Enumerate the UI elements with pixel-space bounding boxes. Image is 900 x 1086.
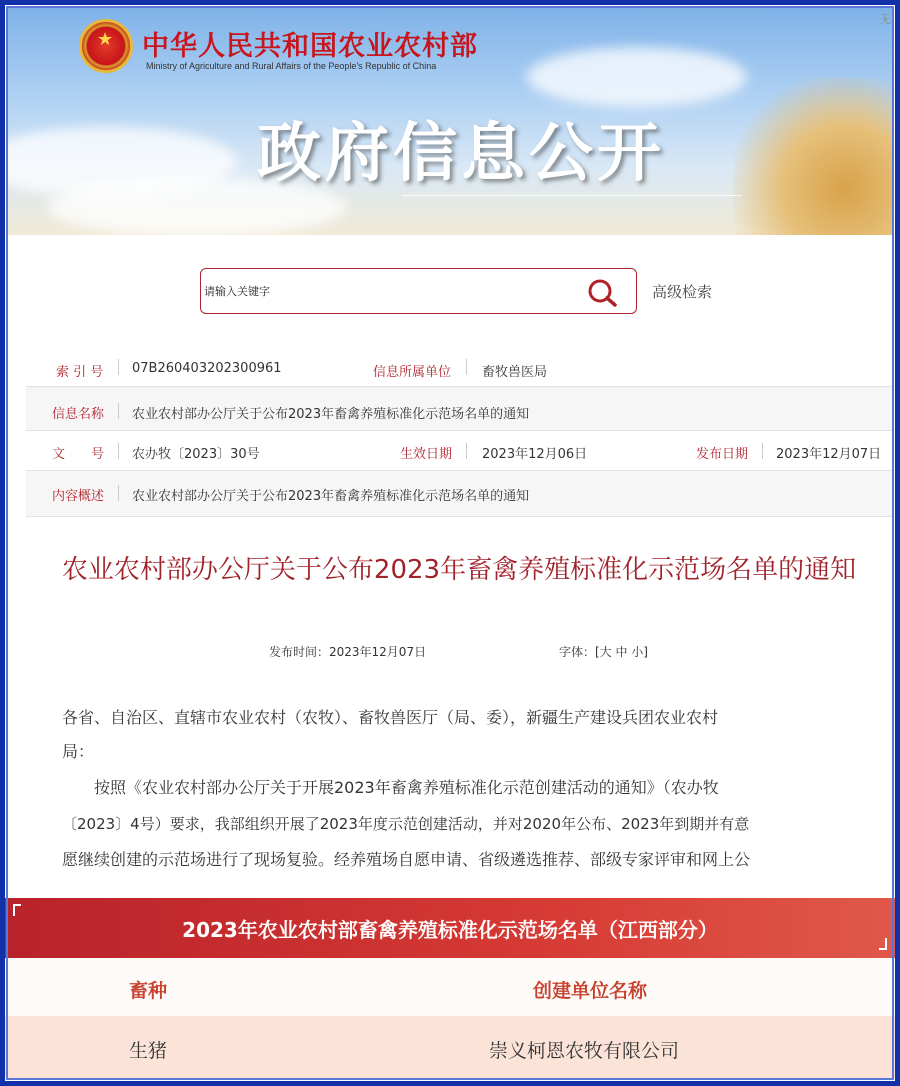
info-table [26, 347, 892, 517]
article-title: 农业农村部办公厅关于公布2023年畜禽养殖标准化示范场名单的通知 [61, 555, 857, 585]
info-row-name [26, 391, 892, 431]
title-underline [402, 195, 742, 196]
ministry-name-en: Ministry of Agriculture and Rural Affairs of the People's Republic of China [146, 61, 437, 71]
summary-value: 农业农村部办公厅关于公布2023年畜禽养殖标准化示范场名单的通知 [132, 489, 530, 504]
search-icon[interactable] [585, 277, 621, 309]
article [26, 538, 892, 883]
paragraph-line: 按照《农业农村部办公厅关于开展2023年畜禽养殖标准化示范创建活动的通知》（农办牧 [62, 778, 719, 797]
list-header-row [5, 958, 895, 1016]
search-box [200, 268, 637, 314]
summary-label: 内容概述 [52, 489, 105, 504]
doc-label: 文 号 [52, 447, 105, 462]
dept-label: 信息所属单位 [373, 365, 452, 380]
ministry-name-cn[interactable]: 中华人民共和国农业农村部 [142, 31, 478, 62]
index-value: 07B260403202300961 [132, 361, 282, 376]
info-row-doc [26, 431, 892, 471]
paragraph-line: 局： [62, 742, 95, 761]
effective-label: 生效日期 [400, 447, 453, 462]
publish-time: 发布时间：2023年12月07日 [269, 645, 427, 659]
publish-value: 2023年12月07日 [776, 447, 882, 462]
corner-text: 无 [880, 13, 891, 26]
doc-value: 农办牧〔2023〕30号 [132, 447, 260, 462]
site-header [7, 7, 893, 235]
paragraph-line: 〔2023〕4号）要求，我部组织开展了2023年度示范创建活动，并对2020年公布、2023年到期并有意 [62, 815, 750, 833]
table-row [5, 1016, 895, 1078]
effective-value: 2023年12月06日 [482, 447, 588, 462]
national-emblem-icon: ★ [79, 19, 133, 73]
font-size-switcher[interactable]: 字体：[大 中 小] [559, 645, 648, 659]
paragraph-line: 各省、自治区、直辖市农业农村（农牧）、畜牧兽医厅（局、委），新疆生产建设兵团农业农村 [62, 708, 719, 727]
cell-species: 生猪 [129, 1040, 168, 1062]
cell-unit: 崇义柯恩农牧有限公司 [489, 1040, 680, 1062]
search-input[interactable] [204, 281, 574, 301]
section-title: 政府信息公开 [257, 117, 665, 191]
index-label: 索 引 号 [56, 365, 104, 380]
list-title: 2023年农业农村部畜禽养殖标准化示范场名单（江西部分） [182, 918, 718, 942]
advanced-search-link[interactable]: 高级检索 [652, 283, 713, 301]
paragraph-line: 愿继续创建的示范场进行了现场复验。经养殖场自愿申请、省级遴选推荐、部级专家评审和网上公 [62, 850, 751, 869]
name-label: 信息名称 [52, 407, 105, 422]
info-row-index [26, 347, 892, 387]
wheat-decoration [733, 77, 893, 235]
column-header-species: 畜种 [129, 980, 168, 1002]
info-row-summary [26, 471, 892, 517]
list-title-bar [5, 898, 895, 958]
publish-label: 发布日期 [696, 447, 749, 462]
column-header-unit: 创建单位名称 [533, 980, 648, 1002]
name-value: 农业农村部办公厅关于公布2023年畜禽养殖标准化示范场名单的通知 [132, 407, 530, 422]
dept-value: 畜牧兽医局 [482, 365, 548, 380]
corner-bracket-icon [879, 938, 887, 950]
